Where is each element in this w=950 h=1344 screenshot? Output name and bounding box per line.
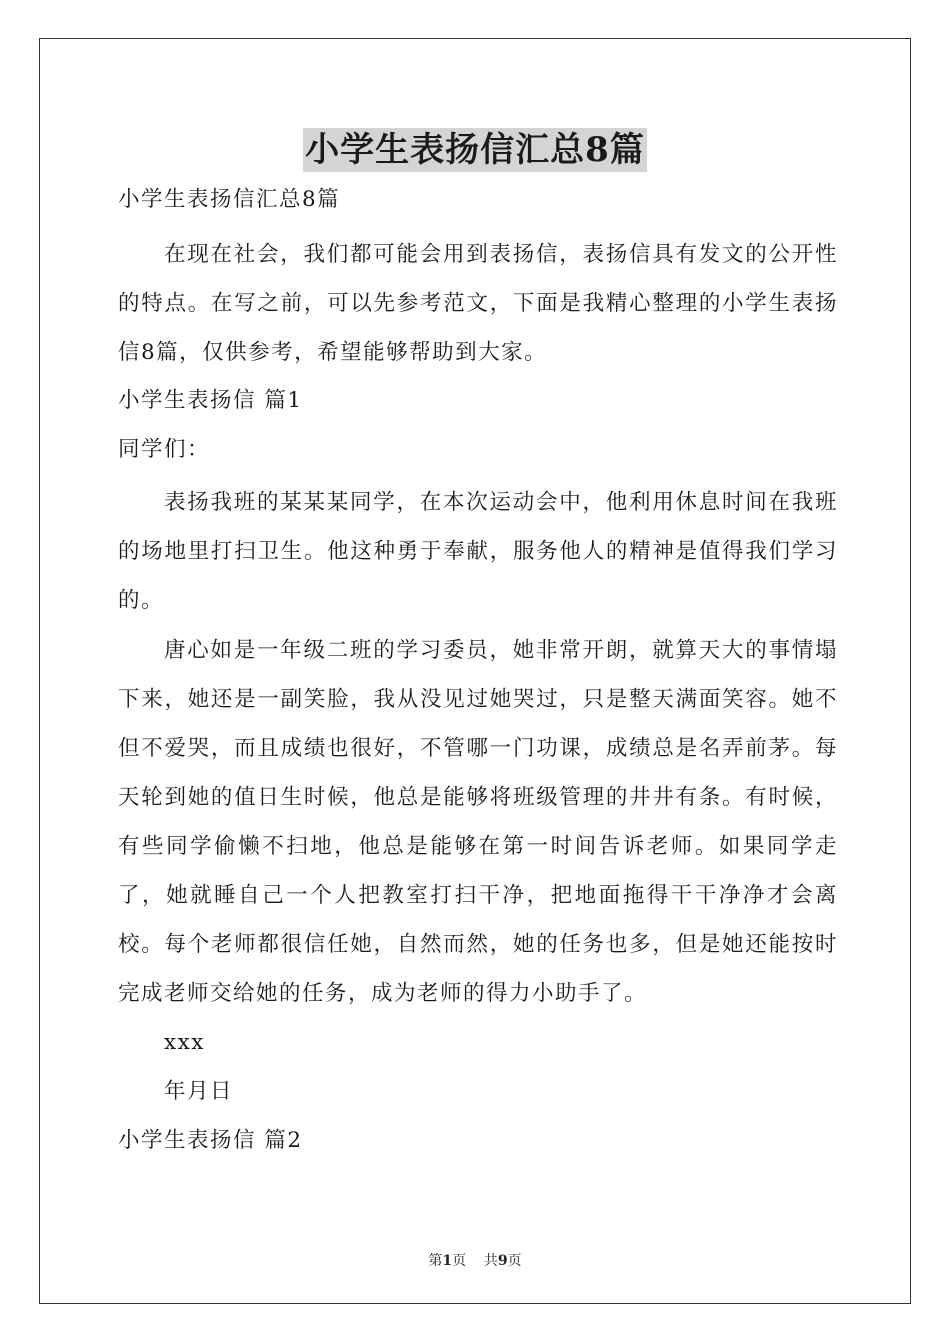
page-prefix: 第 [428,1253,443,1269]
date-line: 年月日 [164,1079,234,1104]
section-heading-2: 小学生表扬信 篇2 [118,1128,303,1153]
total-unit: 页 [507,1253,522,1269]
document-title: 小学生表扬信汇总8篇 [305,130,645,170]
body-paragraph-2: 唐心如是一年级二班的学习委员，她非常开朗，就算天大的事情塌下来，她还是一副笑脸，我从没见过她哭过，只是整天满面笑容。她不但不爱哭，而且成绩也很好，不管哪一门功课，成绩总是名弄前茅。每天轮到她的值日生时候，他总是能够将班级管理的井井有条。有时候，有些同学偷懒不扫地，他总是能够在第一时间告诉老师。如果同学走了，她就睡自己一个人把教室打扫干净，把地面拖得干干净净才会离校。每个老师都很信任她，自然而然，她的任务也多，但是她还能按时完成老师交给她的任务，成为老师的得力小助手了。 [118,638,838,1006]
signature: xxx [164,1030,205,1055]
page-current: 1 [442,1253,453,1269]
salutation: 同学们： [118,437,211,462]
section-heading-1: 小学生表扬信 篇1 [118,388,303,413]
total-prefix: 共 [483,1253,498,1269]
page-unit: 页 [452,1253,467,1269]
subtitle: 小学生表扬信汇总8篇 [118,187,341,212]
body-paragraph-1: 表扬我班的某某某同学，在本次运动会中，他利用休息时间在我班的场地里打扫卫生。他这种勇于奉献，服务他人的精神是值得我们学习的。 [118,490,838,613]
intro-paragraph: 在现在社会，我们都可能会用到表扬信，表扬信具有发文的公开性的特点。在写之前，可以先参考范文，下面是我精心整理的小学生表扬信8篇，仅供参考，希望能够帮助到大家。 [118,242,838,365]
title-container [0,128,950,172]
page-total: 9 [497,1253,508,1269]
page-footer [0,1250,950,1270]
document-body [118,178,838,1168]
